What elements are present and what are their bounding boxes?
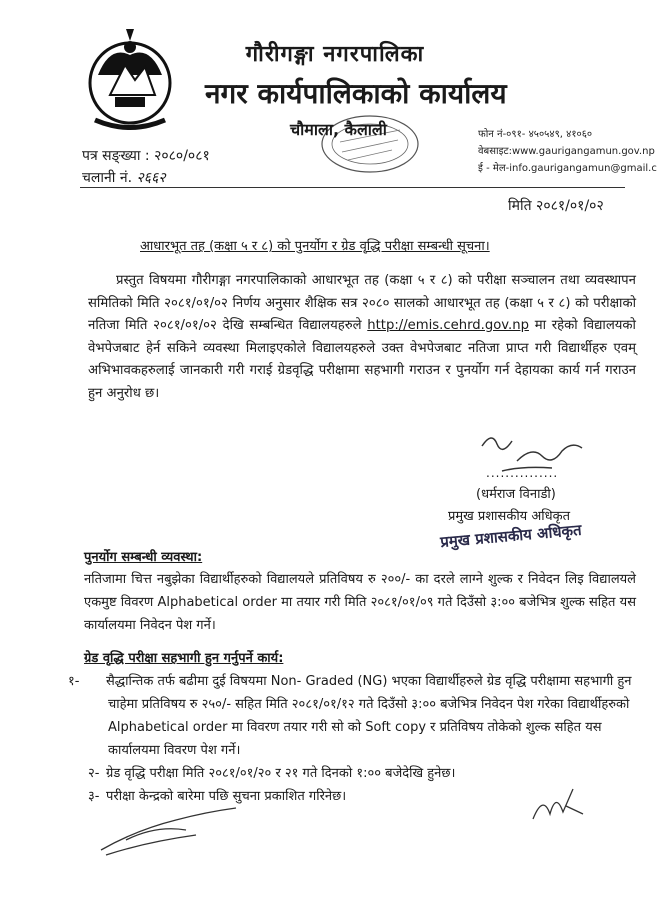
- subject-line: आधारभूत तह (कक्षा ५ र ८) को पुनर्योग र ग्रेड वृद्धि परीक्षा सम्बन्धी सूचना।: [140, 239, 490, 254]
- bottom-signature-icon: [96, 800, 246, 860]
- patra-label: पत्र सङ्ख्या :: [82, 148, 150, 164]
- initial-signature-icon: [528, 784, 588, 824]
- list-item: [68, 670, 636, 762]
- patra-sankhya: [82, 146, 210, 165]
- item-number: ३-: [88, 789, 100, 804]
- chalani-number: [82, 168, 166, 187]
- header-divider: [80, 187, 625, 188]
- chalani-value: २६६२: [136, 170, 166, 186]
- municipality-name: गौरीगङ्गा नगरपालिका: [245, 42, 425, 67]
- contact-website: वेबसाइट:www.gaurigangamun.gov.np: [478, 146, 655, 157]
- contact-phone: फोन नं-०९१- ४५०५४९, ४१०६०: [478, 129, 593, 140]
- office-name: नगर कार्यपालिकाको कार्यालय: [205, 77, 507, 110]
- signatory-name: (धर्मराज विनाडी): [476, 487, 556, 502]
- paragraph-text-1: प्रस्तुत विषयमा गौरीगङ्गा नगरपालिकाको आधारभूत तह (कक्षा ५ र ८) को परीक्षा सञ्चालन तथा व्यवस्थापन समितिको मिति २०८१/०१/०२ निर्णय अनुसार शैक्षिक सत्र २०८० सालको आधारभूत तह (कक्षा ५ र ८) को परीक्षाको नतिजा मिति २०८१/०१/०२ देखि सम्बन्धित विद्यालयहरुले: [88, 273, 636, 333]
- section2-heading: ग्रेड वृद्धि परीक्षा सहभागी हुन गर्नुपर्ने कार्य:: [84, 651, 284, 666]
- signature-dots: ...............: [486, 466, 559, 480]
- designation-stamp: प्रमुख प्रशासकीय अधिकृत: [439, 520, 583, 552]
- section1-heading: पुनर्योग सम्बन्धी व्यवस्था:: [84, 550, 203, 565]
- office-location: चौमाला, कैलाली: [290, 120, 387, 139]
- item-number: १-: [68, 674, 80, 689]
- item-number: २-: [88, 766, 100, 781]
- paragraph-text-2: मा रहेको विद्यालयको वेभपेजबाट हेर्न सकिने व्यवस्था मिलाइएकोले विद्यालयहरुले उक्त वेभपेजबाट नतिजा प्राप्त गरी विद्यार्थीहरु एवम् अभिभावकहरुलाई जानकारी गरी गराई ग्रेडवृद्धि परीक्षामा सहभागी गराउन र पुनर्योग गर्न देहायका कार्य गर्न गराउन हुन अनुरोध छ।: [88, 318, 636, 401]
- emis-link[interactable]: http://emis.cehrd.gov.np: [367, 318, 529, 333]
- nepal-emblem-icon: [80, 25, 180, 135]
- patra-value: २०८०/०८१: [154, 148, 210, 164]
- item-text: सैद्धान्तिक तर्फ बढीमा दुई विषयमा Non- Graded (NG) भएका विद्यार्थीहरुले ग्रेड वृद्धि परीक्षामा सहभागी हुन चाहेमा प्रतिविषय रु २५०/- सहित मिति २०८१/०१/१२ गते दिउँसो ३:०० बजेभित्र निवेदन पेश गरेका विद्यार्थीहरुको Alphabetical order मा विवरण तयार गरी सो को Soft copy र प्रतिविषय तोकेको शुल्क सहित यस कार्यालयमा विवरण पेश गर्ने।: [106, 674, 632, 758]
- contact-email: ई - मेल-info.gaurigangamun@gmail.c: [478, 163, 657, 174]
- item-text: परीक्षा केन्द्रको बारेमा पछि सुचना प्रकाशित गरिनेछ।: [106, 789, 347, 804]
- section1-body: नतिजामा चित्त नबुझेका विद्यार्थीहरुको विद्यालयले प्रतिविषय रु २००/- का दरले लाग्ने शुल्क र निवेदन लिइ विद्यालयले एकमुष्ट विवरण Alphabetical order मा तयार गरी मिति २०८१/०१/०९ गते दिउँसो ३:०० बजेभित्र शुल्क सहित यस कार्यालयमा निवेदन पेश गर्ने।: [84, 572, 636, 633]
- item-text: ग्रेड वृद्धि परीक्षा मिति २०८१/०१/२० र २१ गते दिनको १:०० बजेदेखि हुनेछ।: [106, 766, 456, 781]
- list-item: [88, 762, 636, 785]
- signatory-designation: प्रमुख प्रशासकीय अधिकृत: [448, 509, 571, 524]
- main-paragraph: [88, 270, 636, 405]
- letter-date: मिति २०८१/०१/०२: [508, 198, 604, 214]
- chalani-label: चलानी नं.: [82, 170, 133, 186]
